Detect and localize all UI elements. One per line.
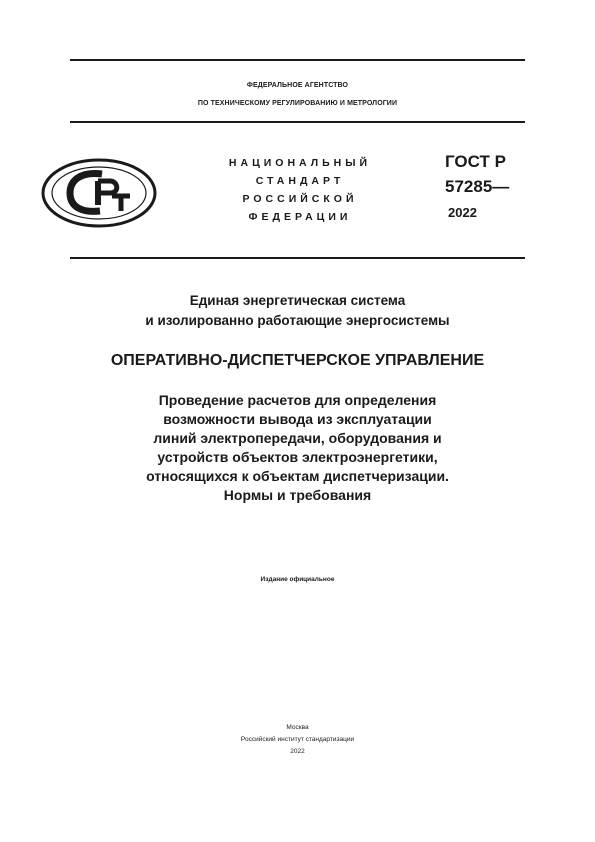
subtitle-line-6: Нормы и требования [223,487,372,503]
top-rule [70,59,525,61]
edition-note: Издание официальное [260,576,335,583]
imprint-publisher: Российский институт стандартизации [240,736,355,743]
natstd-line-3: РОССИЙСКОЙ [242,193,358,205]
header-rule [70,121,525,123]
natstd-line-2: СТАНДАРТ [255,175,345,187]
main-title: ОПЕРАТИВНО-ДИСПЕТЧЕРСКОЕ УПРАВЛЕНИЕ [110,352,485,369]
natstd-line-4: ФЕДЕРАЦИИ [248,211,352,223]
gost-year: 2022 [448,205,477,220]
series-title-line-1: Единая энергетическая система [189,293,406,308]
rst-emblem-icon [40,157,158,229]
gost-number: 57285— [445,177,510,196]
imprint-city: Москва [286,724,309,731]
middle-rule [70,257,525,259]
subtitle-line-1: Проведение расчетов для определения [158,392,437,408]
subtitle-line-4: устройств объектов электроэнергетики, [157,449,438,465]
subtitle-line-5: относящихся к объектам диспетчеризации. [146,468,449,484]
imprint-year: 2022 [290,748,305,755]
series-title-line-2: и изолированно работающие энергосистемы [145,313,450,328]
agency-line-2: ПО ТЕХНИЧЕСКОМУ РЕГУЛИРОВАНИЮ И МЕТРОЛОГИИ [197,100,398,107]
natstd-line-1: НАЦИОНАЛЬНЫЙ [228,157,372,169]
agency-line-1: ФЕДЕРАЛЬНОЕ АГЕНТСТВО [246,82,349,89]
subtitle-line-2: возможности вывода из эксплуатации [163,411,432,427]
subtitle-line-3: линий электропередачи, оборудования и [153,430,442,446]
gost-prefix: ГОСТ Р [445,152,506,171]
